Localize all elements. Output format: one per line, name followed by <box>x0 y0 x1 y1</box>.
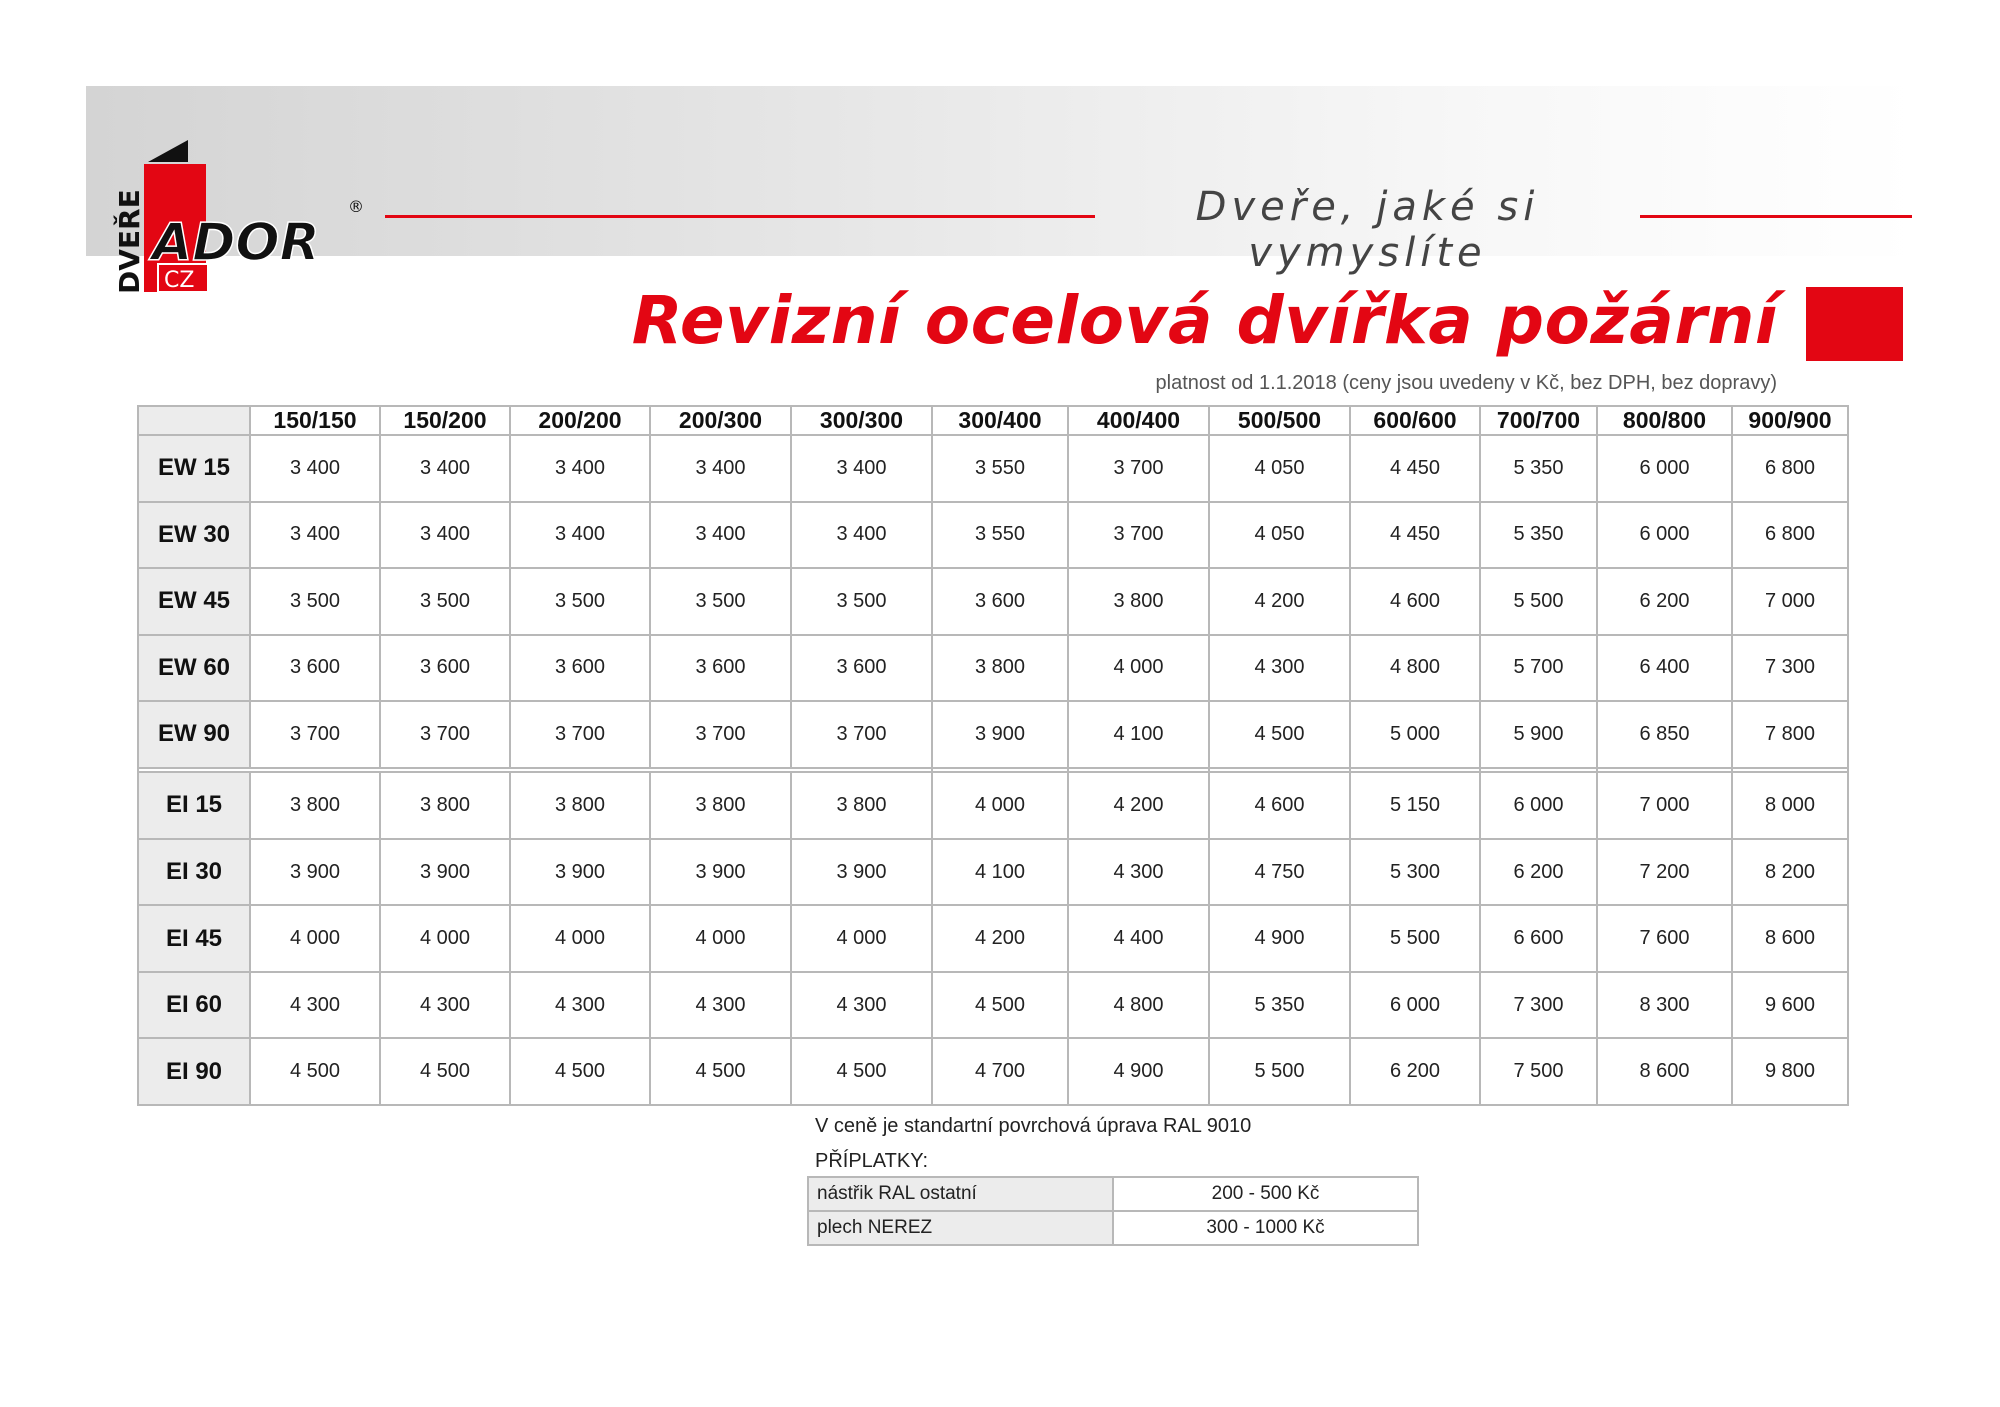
price-cell: 5 500 <box>1209 1038 1350 1105</box>
surcharge-row <box>808 1211 1418 1245</box>
price-cell: 4 100 <box>1068 701 1209 768</box>
price-cell: 7 600 <box>1597 905 1732 972</box>
column-header: 150/200 <box>380 406 510 435</box>
surcharge-row <box>808 1177 1418 1211</box>
price-cell: 3 700 <box>250 701 380 768</box>
price-cell: 7 200 <box>1597 839 1732 906</box>
price-cell: 3 700 <box>1068 502 1209 569</box>
price-cell: 3 900 <box>650 839 791 906</box>
page-title: Revizní ocelová dvířka požární <box>631 282 1778 359</box>
column-header: 700/700 <box>1480 406 1597 435</box>
price-cell: 3 800 <box>650 772 791 839</box>
row-label: EI 45 <box>138 905 250 972</box>
price-cell: 4 500 <box>250 1038 380 1105</box>
price-cell: 7 000 <box>1597 772 1732 839</box>
surcharge-value: 300 - 1000 Kč <box>1113 1211 1418 1245</box>
price-cell: 3 700 <box>1068 435 1209 502</box>
price-cell: 3 500 <box>791 568 932 635</box>
price-cell: 8 600 <box>1597 1038 1732 1105</box>
price-cell: 5 500 <box>1350 905 1480 972</box>
row-label: EI 90 <box>138 1038 250 1105</box>
price-cell: 4 300 <box>1068 839 1209 906</box>
price-cell: 4 200 <box>1209 568 1350 635</box>
price-cell: 4 000 <box>932 772 1068 839</box>
price-cell: 8 000 <box>1732 772 1848 839</box>
price-cell: 3 700 <box>510 701 650 768</box>
price-cell: 3 550 <box>932 502 1068 569</box>
price-cell: 4 900 <box>1068 1038 1209 1105</box>
column-header: 900/900 <box>1732 406 1848 435</box>
price-cell: 3 500 <box>250 568 380 635</box>
price-cell: 5 350 <box>1480 502 1597 569</box>
logo-suffix: CZ <box>164 268 195 293</box>
price-cell: 3 600 <box>932 568 1068 635</box>
row-label: EI 15 <box>138 772 250 839</box>
price-cell: 6 000 <box>1350 972 1480 1039</box>
price-cell: 4 700 <box>932 1038 1068 1105</box>
price-cell: 5 900 <box>1480 701 1597 768</box>
price-cell: 7 000 <box>1732 568 1848 635</box>
price-cell: 3 800 <box>380 772 510 839</box>
price-cell: 3 500 <box>650 568 791 635</box>
price-cell: 3 600 <box>650 635 791 702</box>
table-row <box>138 435 1848 502</box>
table-header-row <box>138 406 1848 435</box>
price-table <box>137 405 1849 1106</box>
column-header: 400/400 <box>1068 406 1209 435</box>
price-cell: 3 700 <box>380 701 510 768</box>
price-cell: 7 500 <box>1480 1038 1597 1105</box>
price-cell: 4 600 <box>1350 568 1480 635</box>
price-cell: 4 600 <box>1209 772 1350 839</box>
price-cell: 3 700 <box>650 701 791 768</box>
price-cell: 3 400 <box>791 502 932 569</box>
price-cell: 4 200 <box>932 905 1068 972</box>
price-cell: 9 800 <box>1732 1038 1848 1105</box>
price-cell: 4 300 <box>380 972 510 1039</box>
price-cell: 4 500 <box>932 972 1068 1039</box>
price-cell: 6 200 <box>1480 839 1597 906</box>
price-cell: 6 850 <box>1597 701 1732 768</box>
price-cell: 6 000 <box>1480 772 1597 839</box>
table-row <box>138 502 1848 569</box>
price-cell: 3 800 <box>510 772 650 839</box>
price-cell: 4 900 <box>1209 905 1350 972</box>
table-row <box>138 1038 1848 1105</box>
price-cell: 3 400 <box>650 502 791 569</box>
price-cell: 4 500 <box>791 1038 932 1105</box>
row-label: EW 30 <box>138 502 250 569</box>
price-cell: 3 400 <box>510 435 650 502</box>
price-cell: 6 600 <box>1480 905 1597 972</box>
row-label: EW 15 <box>138 435 250 502</box>
price-cell: 4 000 <box>380 905 510 972</box>
row-label: EW 90 <box>138 701 250 768</box>
row-label: EW 60 <box>138 635 250 702</box>
price-cell: 4 450 <box>1350 502 1480 569</box>
price-cell: 4 300 <box>1209 635 1350 702</box>
table-row <box>138 839 1848 906</box>
slogan-divider-left <box>385 215 1095 218</box>
price-cell: 8 300 <box>1597 972 1732 1039</box>
price-cell: 3 800 <box>1068 568 1209 635</box>
price-cell: 3 900 <box>932 701 1068 768</box>
price-cell: 4 500 <box>380 1038 510 1105</box>
row-label: EW 45 <box>138 568 250 635</box>
price-cell: 3 900 <box>250 839 380 906</box>
table-corner-cell <box>138 406 250 435</box>
price-cell: 3 800 <box>791 772 932 839</box>
price-cell: 4 300 <box>791 972 932 1039</box>
price-cell: 4 800 <box>1068 972 1209 1039</box>
column-header: 600/600 <box>1350 406 1480 435</box>
price-cell: 4 500 <box>1209 701 1350 768</box>
price-cell: 3 400 <box>250 435 380 502</box>
price-cell: 4 000 <box>250 905 380 972</box>
price-cell: 3 400 <box>250 502 380 569</box>
price-cell: 6 400 <box>1597 635 1732 702</box>
price-cell: 4 200 <box>1068 772 1209 839</box>
slogan-divider-right <box>1640 215 1912 218</box>
column-header: 800/800 <box>1597 406 1732 435</box>
logo-vertical-word: DVEŘE <box>113 189 146 294</box>
price-cell: 6 000 <box>1597 502 1732 569</box>
surcharges-table <box>807 1176 1419 1246</box>
row-label: EI 30 <box>138 839 250 906</box>
price-cell: 3 900 <box>791 839 932 906</box>
price-cell: 8 200 <box>1732 839 1848 906</box>
price-cell: 9 600 <box>1732 972 1848 1039</box>
table-row <box>138 701 1848 768</box>
price-cell: 4 000 <box>510 905 650 972</box>
price-cell: 3 600 <box>380 635 510 702</box>
price-cell: 4 000 <box>1068 635 1209 702</box>
table-row <box>138 568 1848 635</box>
column-header: 300/300 <box>791 406 932 435</box>
price-cell: 4 750 <box>1209 839 1350 906</box>
price-cell: 5 000 <box>1350 701 1480 768</box>
price-cell: 7 300 <box>1732 635 1848 702</box>
price-cell: 3 400 <box>380 502 510 569</box>
price-cell: 3 500 <box>510 568 650 635</box>
price-cell: 3 800 <box>250 772 380 839</box>
surcharges-title: PŘÍPLATKY: <box>815 1150 929 1172</box>
slogan: Dveře, jaké si vymyslíte <box>1195 184 1540 276</box>
price-cell: 4 300 <box>650 972 791 1039</box>
price-cell: 3 600 <box>791 635 932 702</box>
column-header: 150/150 <box>250 406 380 435</box>
price-cell: 3 400 <box>650 435 791 502</box>
company-logo <box>112 136 362 296</box>
price-cell: 7 300 <box>1480 972 1597 1039</box>
price-cell: 4 050 <box>1209 435 1350 502</box>
table-row <box>138 905 1848 972</box>
price-cell: 5 700 <box>1480 635 1597 702</box>
price-cell: 3 600 <box>250 635 380 702</box>
price-cell: 3 550 <box>932 435 1068 502</box>
price-cell: 5 150 <box>1350 772 1480 839</box>
ei-rows <box>138 772 1848 1105</box>
column-header: 300/400 <box>932 406 1068 435</box>
column-header: 500/500 <box>1209 406 1350 435</box>
table-row <box>138 635 1848 702</box>
price-cell: 5 300 <box>1350 839 1480 906</box>
price-cell: 6 000 <box>1597 435 1732 502</box>
price-cell: 3 600 <box>510 635 650 702</box>
price-cell: 5 350 <box>1209 972 1350 1039</box>
price-cell: 3 400 <box>791 435 932 502</box>
column-header: 200/200 <box>510 406 650 435</box>
price-cell: 4 400 <box>1068 905 1209 972</box>
table-row <box>138 772 1848 839</box>
title-accent-square <box>1806 287 1903 361</box>
price-cell: 4 100 <box>932 839 1068 906</box>
logo-registered-mark: ® <box>348 197 364 216</box>
table-row <box>138 972 1848 1039</box>
price-cell: 6 800 <box>1732 502 1848 569</box>
price-cell: 4 050 <box>1209 502 1350 569</box>
price-cell: 7 800 <box>1732 701 1848 768</box>
price-cell: 4 500 <box>510 1038 650 1105</box>
finish-note: V ceně je standartní povrchová úprava RAL 9010 <box>815 1115 1252 1137</box>
price-cell: 3 900 <box>380 839 510 906</box>
row-label: EI 60 <box>138 972 250 1039</box>
price-cell: 5 350 <box>1480 435 1597 502</box>
price-cell: 4 000 <box>791 905 932 972</box>
price-cell: 4 500 <box>650 1038 791 1105</box>
price-cell: 3 500 <box>380 568 510 635</box>
price-cell: 3 700 <box>791 701 932 768</box>
price-cell: 4 300 <box>510 972 650 1039</box>
ew-rows <box>138 435 1848 768</box>
validity-note: platnost od 1.1.2018 (ceny jsou uvedeny v Kč, bez DPH, bez dopravy) <box>1155 372 1777 394</box>
price-cell: 6 800 <box>1732 435 1848 502</box>
price-cell: 3 400 <box>380 435 510 502</box>
surcharge-label: plech NEREZ <box>808 1211 1113 1245</box>
price-cell: 4 800 <box>1350 635 1480 702</box>
column-header: 200/300 <box>650 406 791 435</box>
price-cell: 8 600 <box>1732 905 1848 972</box>
price-cell: 4 450 <box>1350 435 1480 502</box>
price-cell: 6 200 <box>1597 568 1732 635</box>
surcharge-label: nástřik RAL ostatní <box>808 1177 1113 1211</box>
price-cell: 5 500 <box>1480 568 1597 635</box>
price-cell: 3 800 <box>932 635 1068 702</box>
price-cell: 3 400 <box>510 502 650 569</box>
price-cell: 3 900 <box>510 839 650 906</box>
price-cell: 6 200 <box>1350 1038 1480 1105</box>
logo-brand: ADOR <box>152 213 320 273</box>
logo-roof <box>148 140 188 162</box>
price-cell: 4 000 <box>650 905 791 972</box>
price-cell: 4 300 <box>250 972 380 1039</box>
surcharge-value: 200 - 500 Kč <box>1113 1177 1418 1211</box>
